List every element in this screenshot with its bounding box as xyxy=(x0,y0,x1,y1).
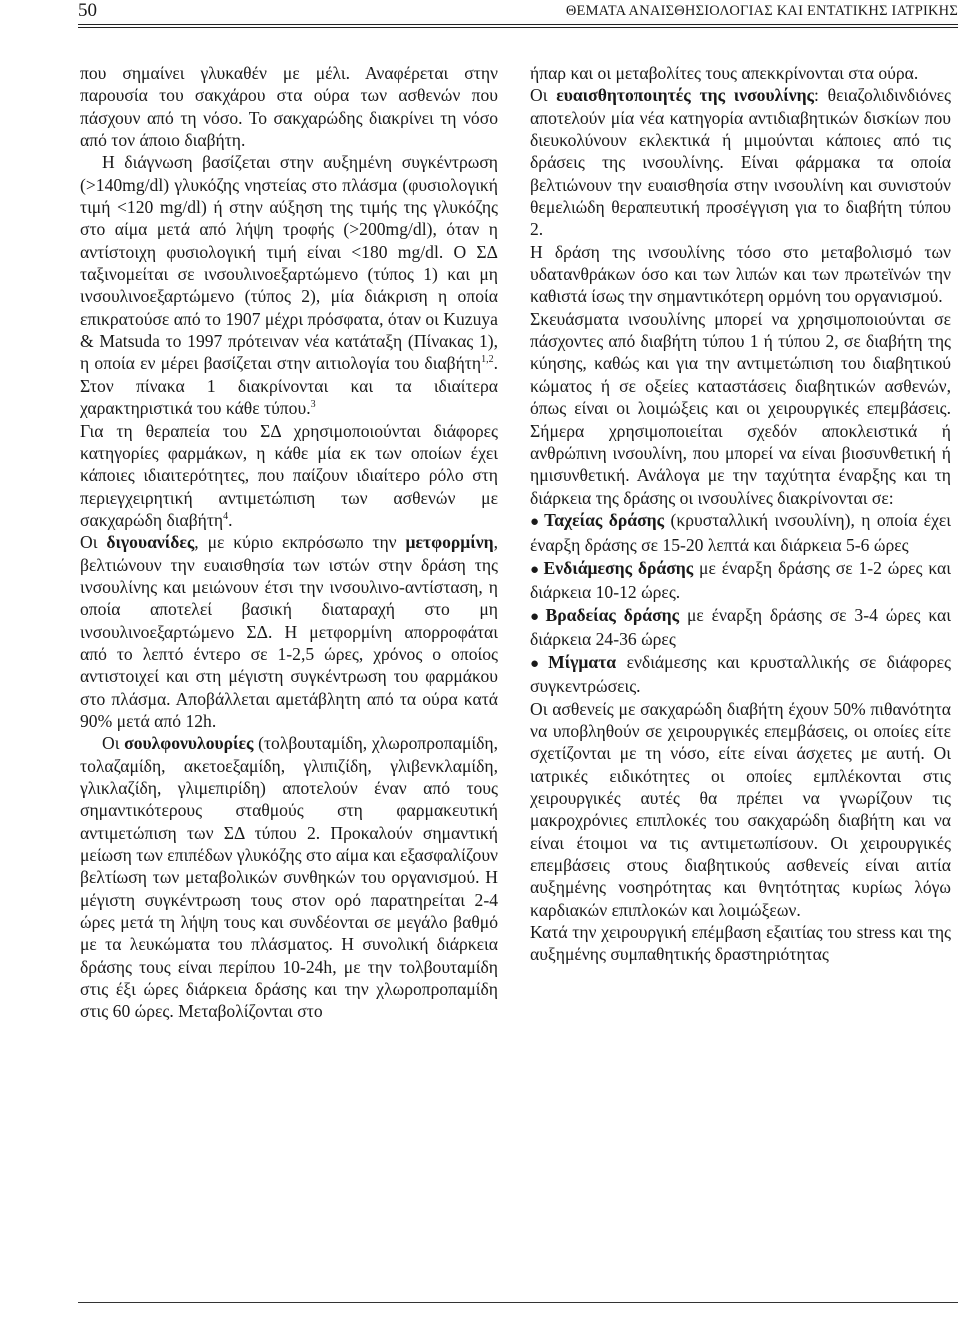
page-number: 50 xyxy=(78,0,97,21)
term: Μίγματα xyxy=(548,651,617,672)
header-rule xyxy=(78,24,958,28)
paragraph xyxy=(80,420,498,532)
term: σουλφονυλουρίες xyxy=(124,733,254,754)
paragraph xyxy=(530,84,951,240)
paragraph-text: που σημαίνει γλυκαθέν με μέλι. Αναφέρεται στην παρουσία του σακχάρου στα ούρα των ασθενών που πάσχουν από τη νόσο. Το σακχαρώδης διακρίνει τη νόσο από τον άποιο διαβήτη. xyxy=(80,63,498,151)
term: Βραδείας δράσης xyxy=(545,604,680,625)
paragraph xyxy=(530,698,951,921)
paragraph-text: Οι xyxy=(80,532,107,553)
list-item xyxy=(530,650,951,697)
paragraph-text: Η διάγνωση βασίζεται στην αυξημένη συγκέντρωση (>140mg/dl) γλυκόζης νηστείας στο πλάσμα (φυσιολογική τιμή <120 mg/dl) ή στην αύξηση της τιμής της γλυκόζης στο αίμα μετά από λήψη τροφής (>200mg/dl), όταν η αντίστοιχη φυσιολογική τιμή είναι <180 mg/dl. Ο ΣΔ ταξινομείται σε ινσουλινοεξαρτώμενο (τύπος 1) και μη ινσουλινοεξαρτώμενο (τύπος 2), μία διάκριση η οποία επικρατούσε από το 1907 μέχρι πρόσφατα, όταν οι Kuzuya & Matsuda το 1997 πρότειναν νέα κατάταξη (Πίνακας 1), η οποία εν μέρει βασίζεται στην αιτιολογία του διαβήτη xyxy=(80,152,498,374)
term: Ενδιάμεσης δράσης xyxy=(543,557,694,578)
paragraph-text: . Στον πίνακα 1 διακρίνονται και τα ιδιαίτερα χαρακτηριστικά του κάθε τύπου. xyxy=(80,353,498,419)
paragraph xyxy=(530,921,951,966)
paragraph-text: ήπαρ και οι μεταβολίτες τους απεκκρίνονται στα ούρα. xyxy=(530,63,919,83)
list-item xyxy=(530,603,951,650)
paragraph xyxy=(530,241,951,308)
paragraph-text: : θειαζολιδινδιόνες αποτελούν μία νέα κατηγορία αντιδιαβητικών δισκίων που διευκολύνουν εκλεκτικά ή μιμούνται κάποιες από τις δράσεις της ινσουλίνης. Είναι φάρμακα τα οποία βελτιώνουν την ευαισθησία στην ινσουλίνη και συνιστούν θεμελιώδη θεραπευτική προσέγγιση για το διαβήτη τύπου 2. xyxy=(530,85,951,240)
list-item-text: με έναρξη δράσης σε 1-2 ώρες και διάρκεια 10-12 ώρες. xyxy=(530,557,951,602)
list-item-text: (κρυσταλλική ινσουλίνη), η οποία έχει έναρξη δράσης σε 15-20 λεπτά και διάρκεια 5-6 ώρες xyxy=(530,510,952,555)
left-column xyxy=(80,62,498,1023)
list-item xyxy=(530,509,951,556)
paragraph-text: , βελτιώνουν την ευαισθησία των ιστών στην δράση της ινσουλίνης και μειώνουν έτσι την ινσουλινο-αντίσταση, η οποία αποτελεί βασική διαταραχή στο μη ινσουλινοεξαρτώμενο ΣΔ. Η μετφορμίνη απορροφάται από το λεπτό έντερο σε 1-2,5 ώρες, χρόνος ο οποίος αντιστοιχεί και στη μέγιστη συγκέντρωση του φαρμάκου στο πλάσμα. Αποβάλλεται αμετάβλητη από τα ούρα κατά 90% μετά από 12h. xyxy=(80,532,498,731)
paragraph-text: Κατά την χειρουργική επέμβαση εξαιτίας του stress και της αυξημένης συμπαθητικής δραστηριότητας xyxy=(530,922,951,965)
term: μετφορμίνη xyxy=(405,532,494,553)
paragraph xyxy=(80,732,498,1022)
paragraph-text: Για τη θεραπεία του ΣΔ χρησιμοποιούνται διάφορες κατηγορίες φαρμάκων, η κάθε μία εκ των οποίων έχει κάποιες ιδιαιτερότητες, που παίζουν ιδιαίτερο ρόλο στη περιεγχειρητική αντιμετώπιση των ασθενών με σακχαρώδη διαβήτη xyxy=(80,420,498,530)
footer-rule xyxy=(78,1302,958,1303)
citation: 1,2 xyxy=(481,354,494,366)
bullet-icon: ● xyxy=(530,608,543,625)
term: Ταχείας δράσης xyxy=(544,510,665,531)
paragraph xyxy=(80,62,498,151)
paragraph-text: Οι xyxy=(102,733,125,754)
paragraph-text: Οι ασθενείς με σακχαρώδη διαβήτη έχουν 50% πιθανότητα να υποβληθούν σε χειρουργικές επεμβάσεις, οι οποίες είτε σχετίζονται με τη νόσο, είτε είναι άσχετες με αυτή. Οι ιατρικές ειδικότητες οι οποίες εμπλέκονται στις χειρουργικές αυτές θα πρέπει να γνωρίζουν τις μακροχρόνιες επιπλοκές του σακχαρώδη διαβήτη και να είναι έτοιμοι να τις αντιμετωπίσουν. Οι χειρουργικές επεμβάσεις στους διαβητικούς ασθενείς είναι αιτία αυξημένης νοσηρότητας και θνητότητας κυρίως λόγω καρδιακών επιπλοκών και λοιμώξεων. xyxy=(530,698,951,920)
list-item-text: ενδιάμεσης και κρυσταλλικής σε διάφορες συγκεντρώσεις. xyxy=(530,651,951,697)
paragraph-text: , με κύριο εκπρόσωπο την xyxy=(194,532,406,553)
list-item xyxy=(530,556,951,603)
running-title: ΘΕΜΑΤΑ ΑΝΑΙΣΘΗΣΙΟΛΟΓΙΑΣ ΚΑΙ ΕΝΤΑΤΙΚΗΣ ΙΑΤΡΙΚΗΣ xyxy=(565,3,958,19)
citation: 4 xyxy=(223,510,229,522)
paragraph-text: Σκευάσματα ινσουλίνης μπορεί να χρησιμοποιούνται σε πάσχοντες από διαβήτη τύπου 1 ή τύπου 2, σε διαβήτη της κύησης, καθώς και για την αντιμετώπιση του διαβητικού κώματος ή σε οξείες καταστάσεις διαβητικών ασθενών, όπως είναι οι λοιμώξεις και οι χειρουργικές επεμβάσεις. Σήμερα χρησιμοποιείται σχεδόν αποκλειστικά ή ανθρώπινη ινσουλίνη, που μπορεί να είναι βιοσυνθετική ή ημισυνθετική. Ανάλογα με την ταχύτητα έναρξης και τη διάρκεια της δράσης οι ινσουλίνες διακρίνονται σε: xyxy=(530,308,951,508)
right-column xyxy=(530,62,951,966)
paragraph-text: (τολβουταμίδη, χλωροπροπαμίδη, τολαζαμίδη, ακετοεξαμίδη, γλιπιζίδη, γλιβενκλαμίδη, γλικλαζίδη, γλιμεπιρίδη) αποτελούν έναν από τους σημαντικότερους σταθμούς στη φαρμακευτική αντιμετώπιση των ΣΔ τύπου 2. Προκαλούν σημαντική μείωση των επιπέδων γλυκόζης στο αίμα και εξασφαλίζουν βελτίωση των μεταβολικών συνθηκών του οργανισμού. Η μέγιστη συγκέντρωση τους στον ορό παρατηρείται 2-4 ώρες μετά τη λήψη τους και συνδέονται σε μεγάλο βαθμό με τα λευκώματα του πλάσματος. Η συνολική διάρκεια δράσης τους είναι περίπου 10-24h, με την τολβουταμίδη στις έξι ώρες διάρκεια δράσης και την χλωροπροπαμίδη στις 60 ώρες. Μεταβολίζονται στο xyxy=(80,733,498,1022)
term: ευαισθητοποιητές της ινσουλίνης xyxy=(556,85,814,106)
paragraph-text: Οι xyxy=(530,85,557,106)
term: διγουανίδες xyxy=(106,532,195,553)
paragraph-text: Η δράση της ινσουλίνης τόσο στο μεταβολισμό των υδατανθράκων όσο και των λιπών και των πρωτεϊνών την καθιστά ίσως την σημαντικότερη ορμόνη του οργανισμού. xyxy=(530,241,951,307)
paragraph xyxy=(80,531,498,732)
list-item-text: με έναρξη δράσης σε 3-4 ώρες και διάρκεια 24-36 ώρες xyxy=(530,604,951,650)
bullet-icon: ● xyxy=(530,561,541,578)
bullet-icon: ● xyxy=(530,514,542,531)
paragraph xyxy=(80,151,498,419)
page-header xyxy=(78,0,958,22)
bullet-icon: ● xyxy=(530,655,546,672)
citation: 3 xyxy=(310,399,316,411)
paragraph-text: . xyxy=(228,509,233,530)
paragraph xyxy=(530,308,951,509)
paragraph xyxy=(530,62,951,84)
